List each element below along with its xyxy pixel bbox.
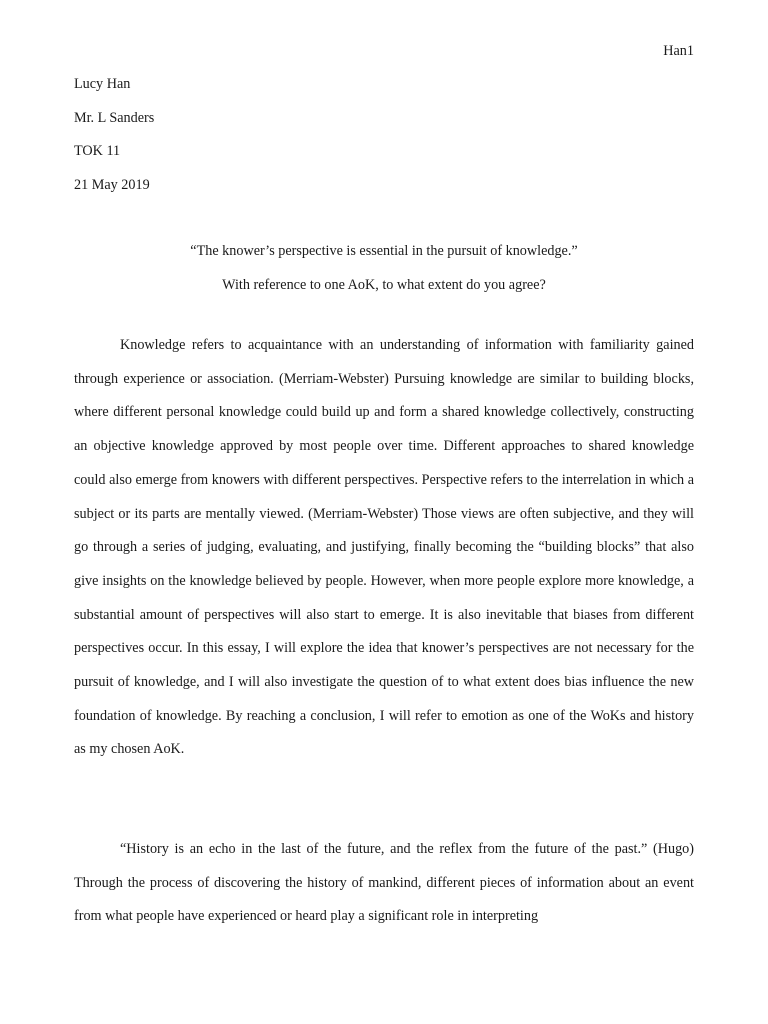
title-prompt-question: With reference to one AoK, to what extent do you agree?	[222, 276, 546, 293]
body-paragraph-history: “History is an echo in the last of the future, and the reflex from the future of the past.” (Hugo) Through the process of discovering the history of mankind, different pieces of information about an event from what people have experienced or heard play a significant role in interpreting	[74, 841, 694, 925]
course-name: TOK 11	[74, 143, 121, 159]
essay-date: 21 May 2019	[74, 176, 150, 193]
essay-title	[74, 235, 694, 302]
body-paragraph-introduction: Knowledge refers to acquaintance with an understanding of information with familiarity gained through experience or association. (Merriam-Webster) Pursuing knowledge are similar to building blocks, where different personal knowledge could build up and form a shared knowledge collectively, constructing an objective knowledge approved by most people over time. Different approaches to shared knowledge could also emerge from knowers with different perspectives. Perspective refers to the interrelation in which a subject or its parts are mentally viewed. (Merriam-Webster) Those views are often subjective, and they will go through a series of judging, evaluating, and justifying, finally becoming the “building blocks” that also give insights on the knowledge believed by people. However, when more people explore more knowledge, a substantial amount of perspectives will also start to emerge. It is also inevitable that biases from different perspectives occur. In this essay, I will explore the idea that knower’s perspectives are not necessary for the pursuit of knowledge, and I will also investigate the question of to what extent does bias influence the new foundation of knowledge. By reaching a conclusion, I will refer to emotion as one of the WoKs and history as my chosen AoK.	[74, 337, 694, 758]
page-header-marker: Han1	[663, 43, 694, 59]
teacher-name: Mr. L Sanders	[74, 109, 155, 126]
student-name: Lucy Han	[74, 76, 131, 92]
title-prompt-quote: “The knower’s perspective is essential in the pursuit of knowledge.”	[190, 243, 578, 259]
mla-heading	[74, 68, 154, 202]
